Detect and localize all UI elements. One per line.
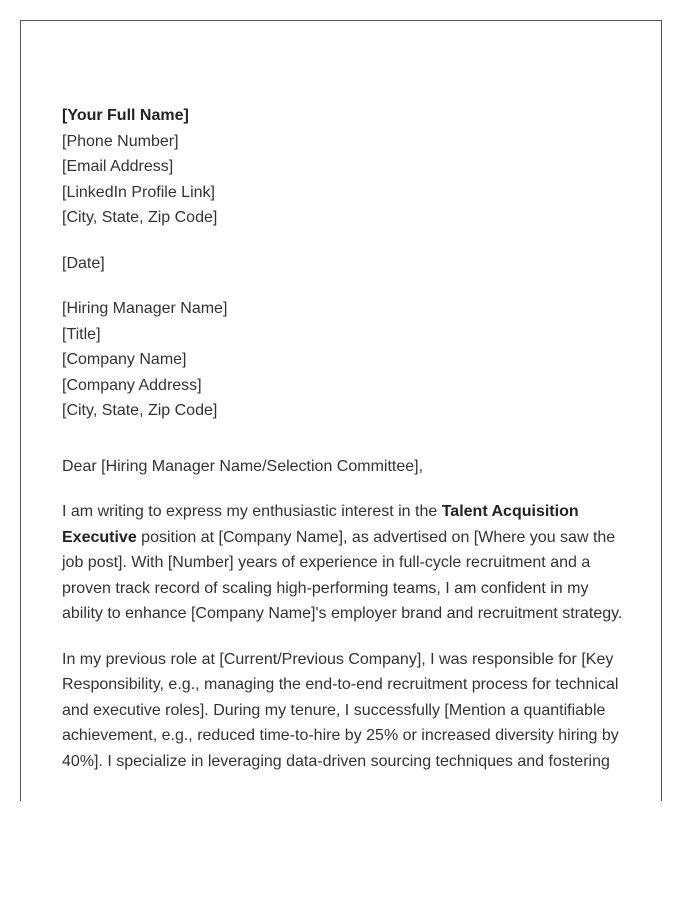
sender-location: [City, State, Zip Code] <box>62 209 218 226</box>
sender-name: [Your Full Name] <box>62 107 189 124</box>
paragraph-1-rest: position at [Company Name], as advertised on [Where you saw the job post]. With [Number] years of experience in full-cycle recruitment and a proven track record of scaling high-performing teams, I am confident in my ability to enhance [Company Name]'s employer brand and recruitment strategy. <box>62 528 623 622</box>
body-paragraph-1 <box>62 499 632 627</box>
letter-date: [Date] <box>62 254 105 272</box>
recipient-address: [Company Address] <box>62 376 202 394</box>
letter-content <box>62 103 632 794</box>
date-block <box>62 251 632 277</box>
recipient-location: [City, State, Zip Code] <box>62 402 218 419</box>
recipient-name: [Hiring Manager Name] <box>62 300 228 317</box>
sender-phone: [Phone Number] <box>62 132 179 150</box>
paragraph-1-role: Talent Acquisition Executive <box>62 503 579 546</box>
sender-linkedin: [LinkedIn Profile Link] <box>62 183 215 201</box>
sender-email: [Email Address] <box>62 158 174 175</box>
salutation: Dear [Hiring Manager Name/Selection Committee], <box>62 457 424 475</box>
document-page <box>20 20 662 801</box>
sender-block <box>62 103 632 231</box>
recipient-title: [Title] <box>62 325 101 343</box>
paragraph-1-intro: I am writing to express my enthusiastic interest in the <box>62 503 442 520</box>
recipient-company: [Company Name] <box>62 351 187 368</box>
recipient-block <box>62 296 632 424</box>
body-paragraph-2: In my previous role at [Current/Previous Company], I was responsible for [Key Responsibility, e.g., managing the end-to-end recruitment process for technical and executive roles]. During my tenure, I successfully [Mention a quantifiable achievement, e.g., reduced time-to-hire by 25% or increased diversity hiring by 40%]. I specialize in leveraging data-driven sourcing techniques and fostering <box>62 650 619 770</box>
